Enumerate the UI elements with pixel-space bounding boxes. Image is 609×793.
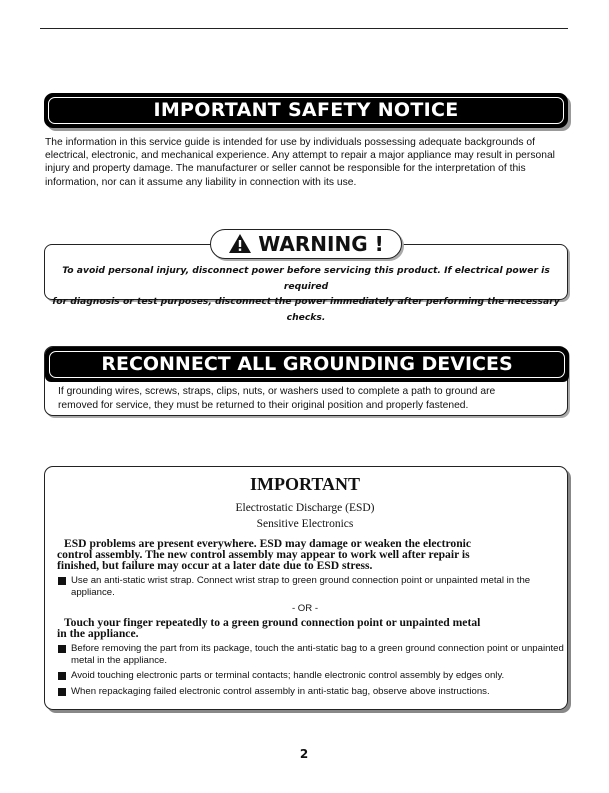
safety-notice-text: The information in this service guide is intended for use by individuals possessing adequate backgrounds of electrical, electronic, and mechanical experience. Any attempt to repair a major appliance may result in personal injury and property damage. The manufacturer or seller cannot be responsible for the interpretation of this information, nor can it assume any liability in connection with its use. (45, 137, 555, 188)
esd-bullet-3 (58, 670, 575, 682)
esd-subtitle-2: Sensitive Electronics (256, 518, 354, 530)
reconnect-text (58, 385, 558, 412)
warning-label-text: WARNING ! (258, 232, 384, 256)
or-divider: - OR - (291, 603, 319, 614)
warning-triangle-icon (228, 233, 252, 254)
esd-warning-line-2: control assembly. The new control assembly may appear to work well after repair is (57, 548, 470, 561)
warning-text-line-2: for diagnosis or test purposes, disconnect the power immediately after performing the necessary checks. (52, 296, 560, 323)
esd-bullet-2-text: Before removing the part from its package, touch the anti-static bag to a green ground connection point or unpainted metal in the appliance. (71, 643, 564, 667)
warning-text-line-1: To avoid personal injury, disconnect power before servicing this product. If electrical power is required (62, 265, 550, 292)
esd-bullet-3-text: Avoid touching electronic parts or terminal contacts; handle electronic control assembly by edges only. (71, 670, 505, 681)
top-rule (40, 28, 568, 29)
safety-notice-title: IMPORTANT SAFETY NOTICE (48, 97, 564, 124)
safety-notice-banner (44, 93, 568, 128)
esd-warning-line-1: ESD problems are present everywhere. ESD may damage or weaken the electronic (64, 537, 472, 550)
esd-bullet-2 (58, 643, 575, 668)
bullet-square-icon (58, 645, 66, 653)
reconnect-banner (45, 347, 569, 382)
esd-bullet-4-text: When repackaging failed electronic control assembly in anti-static bag, observe above instructions. (71, 686, 490, 697)
esd-bullet-1-text: Use an anti-static wrist strap. Connect wrist strap to green ground connection point or unpainted metal in the appliance. (71, 575, 531, 599)
reconnect-title: RECONNECT ALL GROUNDING DEVICES (49, 351, 565, 378)
bullet-square-icon (58, 577, 66, 585)
reconnect-text-line-1: If grounding wires, screws, straps, clips, nuts, or washers used to complete a path to ground are (58, 386, 496, 397)
bullet-square-icon (58, 688, 66, 696)
warning-label (210, 229, 402, 259)
touch-instruction-line-1: Touch your finger repeatedly to a green ground connection point or unpainted metal (64, 616, 481, 629)
esd-subtitle: Electrostatic Discharge (ESD) (235, 502, 375, 514)
reconnect-text-line-2: removed for service, they must be returned to their original position and properly fastened. (58, 399, 469, 411)
esd-warning-line-3: finished, but failure may occur at a later date due to ESD stress. (57, 559, 373, 572)
esd-bullet-4 (58, 686, 575, 698)
page-number: 2 (299, 747, 309, 761)
bullet-square-icon (58, 672, 66, 680)
esd-bullet-1 (58, 575, 575, 600)
touch-instruction-line-2: in the appliance. (57, 627, 139, 640)
warning-text (50, 263, 562, 325)
important-title: IMPORTANT (249, 474, 361, 494)
